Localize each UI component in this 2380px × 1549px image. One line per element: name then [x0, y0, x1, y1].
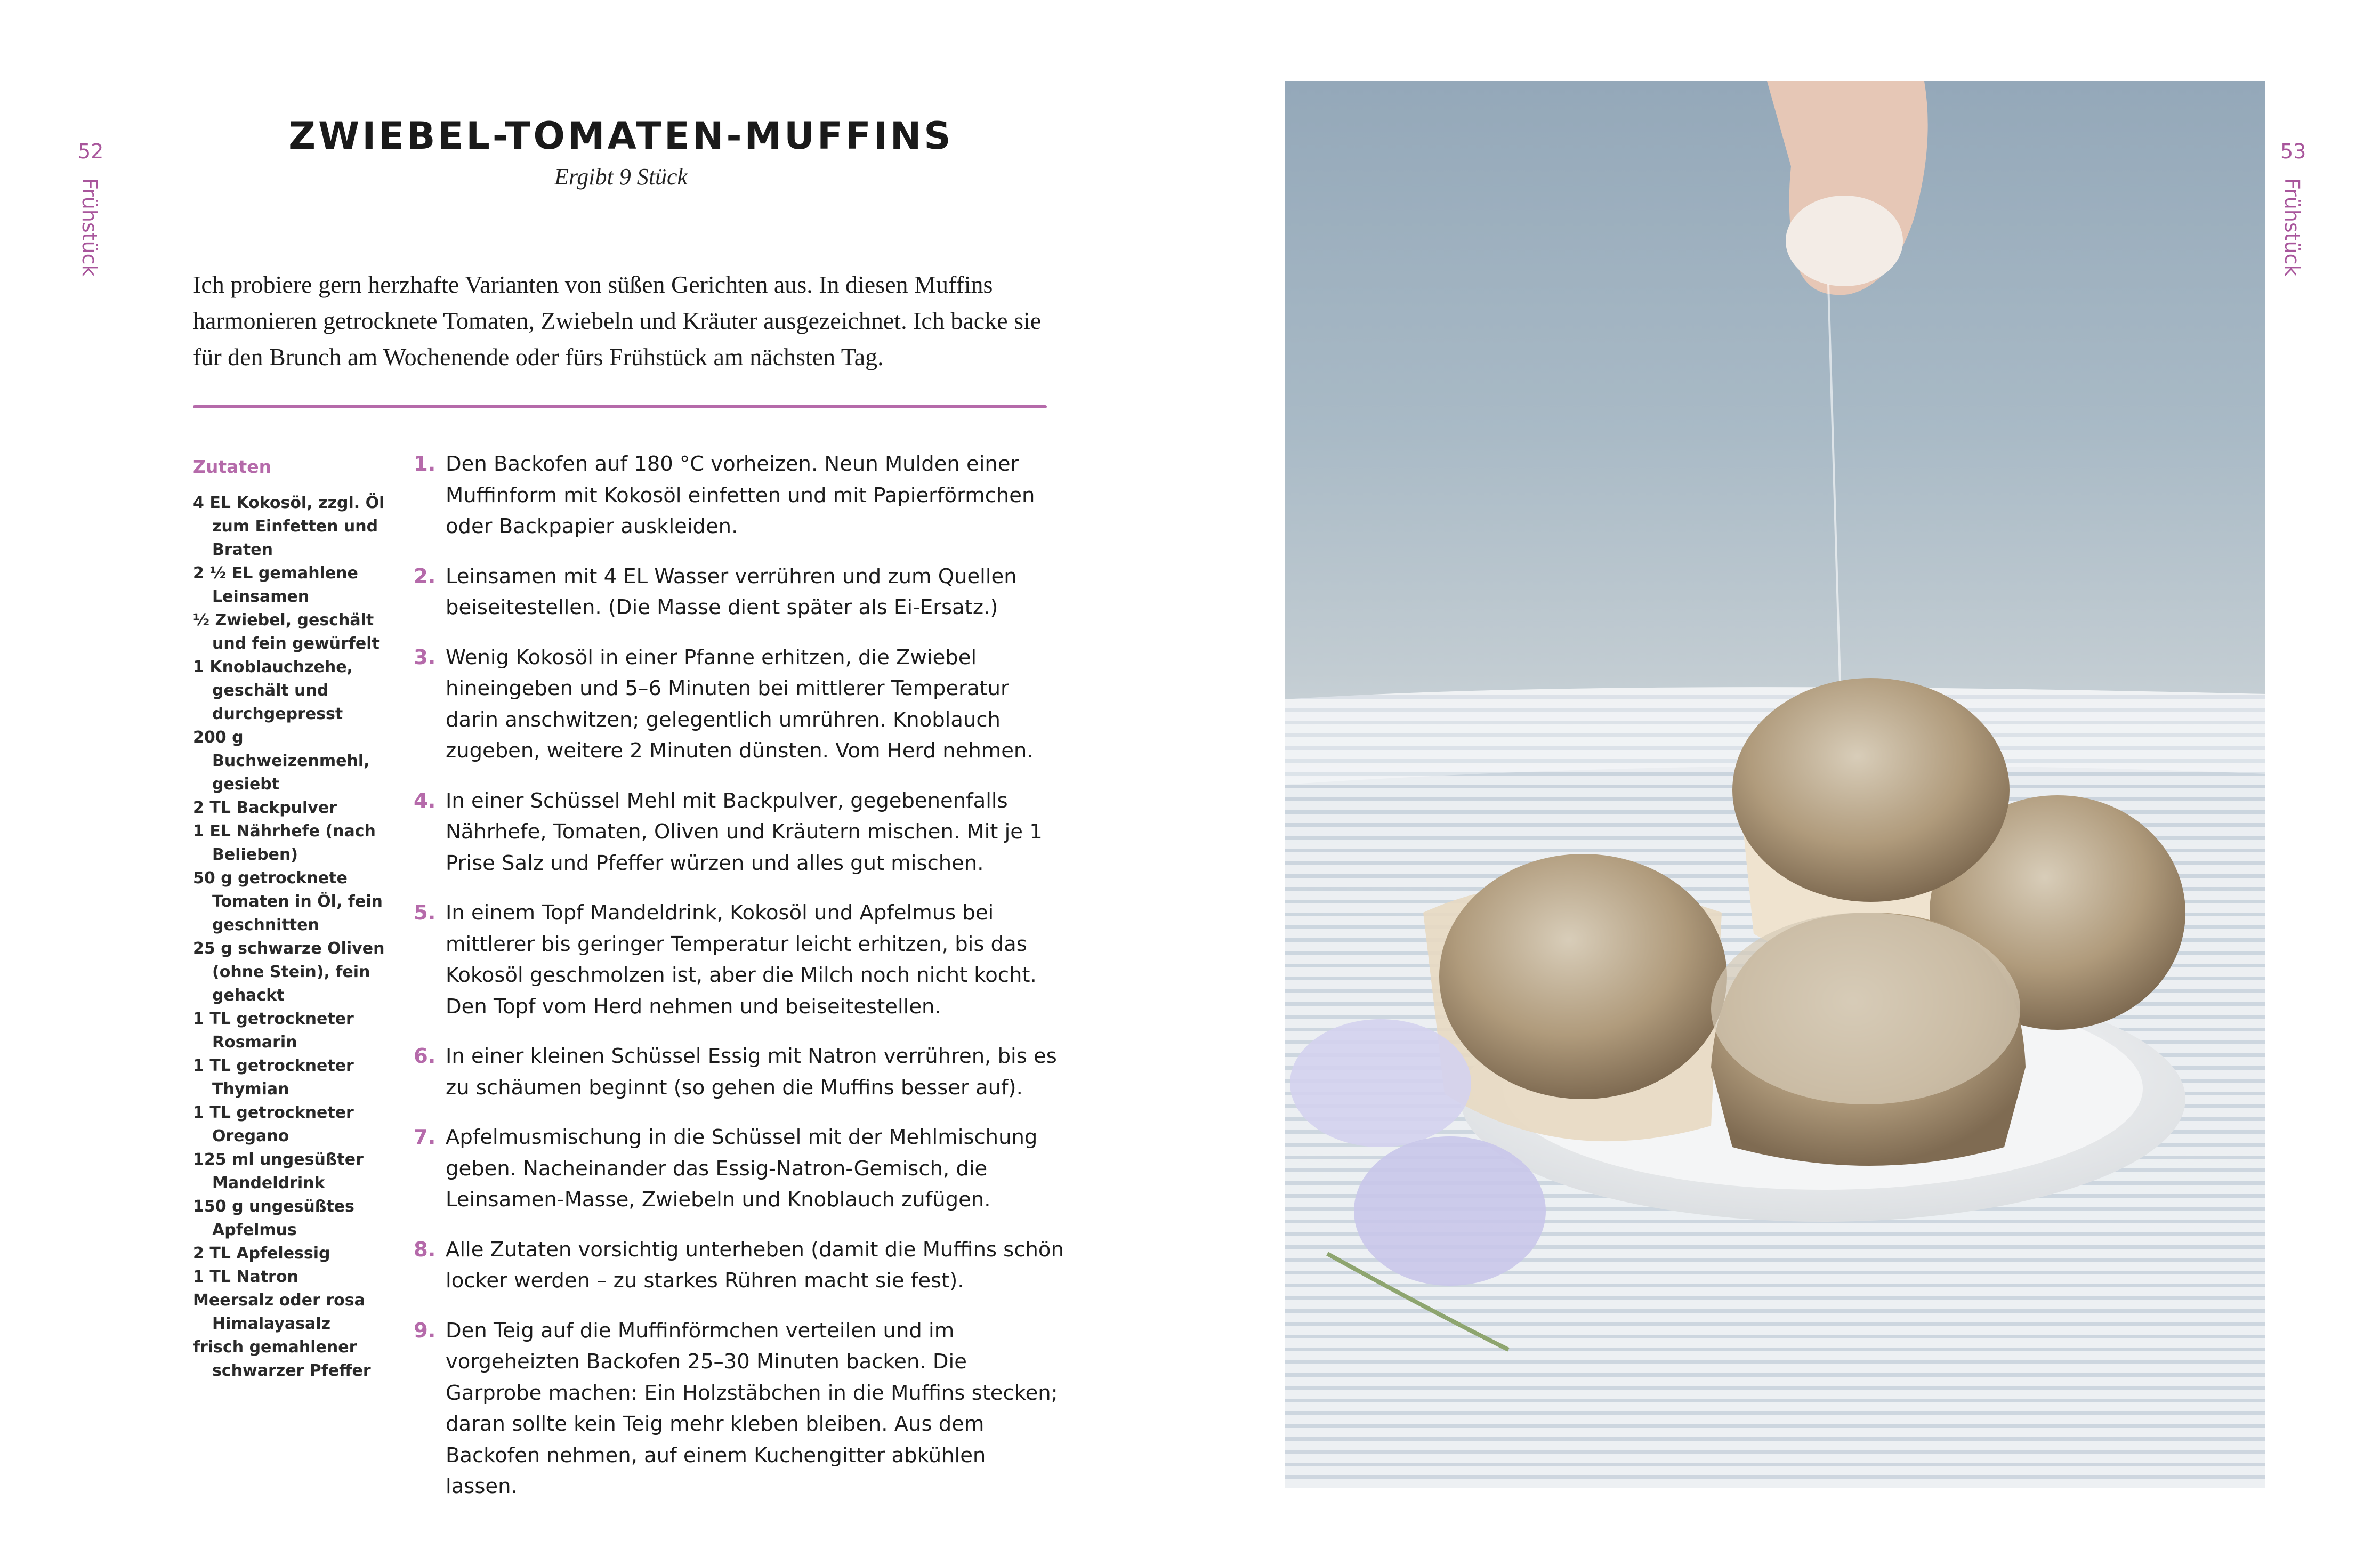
ingredient-item: frisch gemahlener schwarzer Pfeffer	[193, 1338, 371, 1380]
ingredient-item: 1 TL Natron	[193, 1268, 298, 1286]
ingredients-heading: Zutaten	[193, 456, 272, 477]
page-number-left: 52	[78, 140, 104, 163]
section-label-left: Frühstück	[78, 178, 101, 277]
step-text: Alle Zutaten vorsichtig unterheben (damit die Muffins schön locker werden – zu starkes Rühren macht sie fest).	[446, 1237, 1064, 1293]
ingredient-item: 25 g schwarze Oliven (ohne Stein), fein gehackt	[193, 939, 385, 1005]
ingredient-item: 2 TL Backpulver	[193, 798, 337, 817]
step-item	[414, 1235, 1064, 1297]
step-number: 1.	[414, 452, 436, 476]
muffin-illustration	[1285, 81, 2265, 1488]
ingredients-list	[193, 491, 396, 1383]
step-text: Den Teig auf die Muffinförmchen verteilen und im vorgeheizten Backofen 25–30 Minuten backen. Die Garprobe machen: Ein Holzstäbchen in die Muffins stecken; daran sollte kein Teig mehr kleben bleiben. Aus dem Backofen nehmen, auf einem Kuchengitter abkühlen lassen.	[446, 1318, 1058, 1498]
ingredient-item: 125 ml ungesüßter Mandeldrink	[193, 1150, 364, 1192]
ingredient-item: Meersalz oder rosa Himalayasalz	[193, 1291, 365, 1333]
step-text: Apfelmusmischung in die Schüssel mit der Mehlmischung geben. Nacheinander das Essig-Natron-Gemisch, die Leinsamen-Masse, Zwiebeln und Knoblauch zufügen.	[446, 1125, 1038, 1212]
ingredient-item: 1 EL Nährhefe (nach Belieben)	[193, 822, 376, 864]
ingredient-item: 1 TL getrockneter Thymian	[193, 1056, 354, 1099]
ingredient-item: 1 Knoblauchzehe, geschält und durchgepresst	[193, 658, 353, 723]
step-text: In einem Topf Mandeldrink, Kokosöl und Apfelmus bei mittlerer bis geringer Temperatur leicht erhitzen, bis das Kokosöl geschmolzen ist, aber die Milch noch nicht kocht. Den Topf vom Herd nehmen und beiseitestellen.	[446, 901, 1037, 1019]
divider	[193, 405, 1047, 408]
step-item	[414, 898, 1064, 1022]
recipe-title: ZWIEBEL-TOMATEN-MUFFINS	[288, 114, 954, 158]
ingredient-item: 150 g ungesüßtes Apfelmus	[193, 1197, 354, 1239]
step-number: 9.	[414, 1318, 436, 1343]
steps-list	[414, 449, 1064, 1521]
recipe-yield: Ergibt 9 Stück	[554, 164, 688, 190]
step-item	[414, 642, 1064, 767]
page-number-right: 53	[2280, 140, 2306, 163]
step-number: 7.	[414, 1125, 436, 1149]
recipe-intro: Ich probiere gern herzhafte Varianten von süßen Gerichten aus. In diesen Muffins harmonieren getrocknete Tomaten, Zwiebeln und Kräuter ausgezeichnet. Ich backe sie für den Brunch am Wochenende oder fürs Frühstück am nächsten Tag.	[193, 271, 1042, 370]
step-text: Leinsamen mit 4 EL Wasser verrühren und zum Quellen beiseitestellen. (Die Masse dient später als Ei-Ersatz.)	[446, 564, 1017, 619]
step-number: 3.	[414, 645, 436, 669]
ingredient-item: 2 ½ EL gemahlene Leinsamen	[193, 564, 358, 606]
ingredient-item: 1 TL getrockneter Rosmarin	[193, 1010, 354, 1052]
step-item	[414, 786, 1064, 880]
section-label-right: Frühstück	[2280, 178, 2304, 277]
muffin-photo	[1285, 81, 2265, 1488]
step-number: 2.	[414, 564, 436, 588]
ingredient-item: 4 EL Kokosöl, zzgl. Öl zum Einfetten und Braten	[193, 494, 385, 559]
ingredient-item: 2 TL Apfelessig	[193, 1244, 330, 1263]
ingredient-item: ½ Zwiebel, geschält und fein gewürfelt	[193, 611, 380, 653]
ingredient-item: 1 TL getrockneter Oregano	[193, 1103, 354, 1145]
step-item	[414, 561, 1064, 624]
step-text: Den Backofen auf 180 °C vorheizen. Neun Mulden einer Muffinform mit Kokosöl einfetten und mit Papierförmchen oder Backpapier auskleiden.	[446, 452, 1035, 538]
step-text: In einer Schüssel Mehl mit Backpulver, gegebenenfalls Nährhefe, Tomaten, Oliven und Kräutern mischen. Mit je 1 Prise Salz und Pfeffer würzen und alles gut mischen.	[446, 788, 1043, 875]
step-text: Wenig Kokosöl in einer Pfanne erhitzen, die Zwiebel hineingeben und 5–6 Minuten bei mittlerer Temperatur darin anschwitzen; gelegentlich umrühren. Knoblauch zugeben, weitere 2 Minuten dünsten. Vom Herd nehmen.	[446, 645, 1034, 763]
step-number: 5.	[414, 901, 436, 925]
step-item	[414, 1041, 1064, 1103]
step-number: 4.	[414, 788, 436, 813]
ingredient-item: 200 g Buchweizenmehl, gesiebt	[193, 728, 370, 794]
ingredient-item: 50 g getrocknete Tomaten in Öl, fein geschnitten	[193, 869, 383, 934]
step-item	[414, 449, 1064, 543]
step-number: 6.	[414, 1044, 436, 1068]
step-text: In einer kleinen Schüssel Essig mit Natron verrühren, bis es zu schäumen beginnt (so gehen die Muffins besser auf).	[446, 1044, 1057, 1100]
step-item	[414, 1316, 1064, 1503]
step-item	[414, 1122, 1064, 1216]
step-number: 8.	[414, 1237, 436, 1262]
